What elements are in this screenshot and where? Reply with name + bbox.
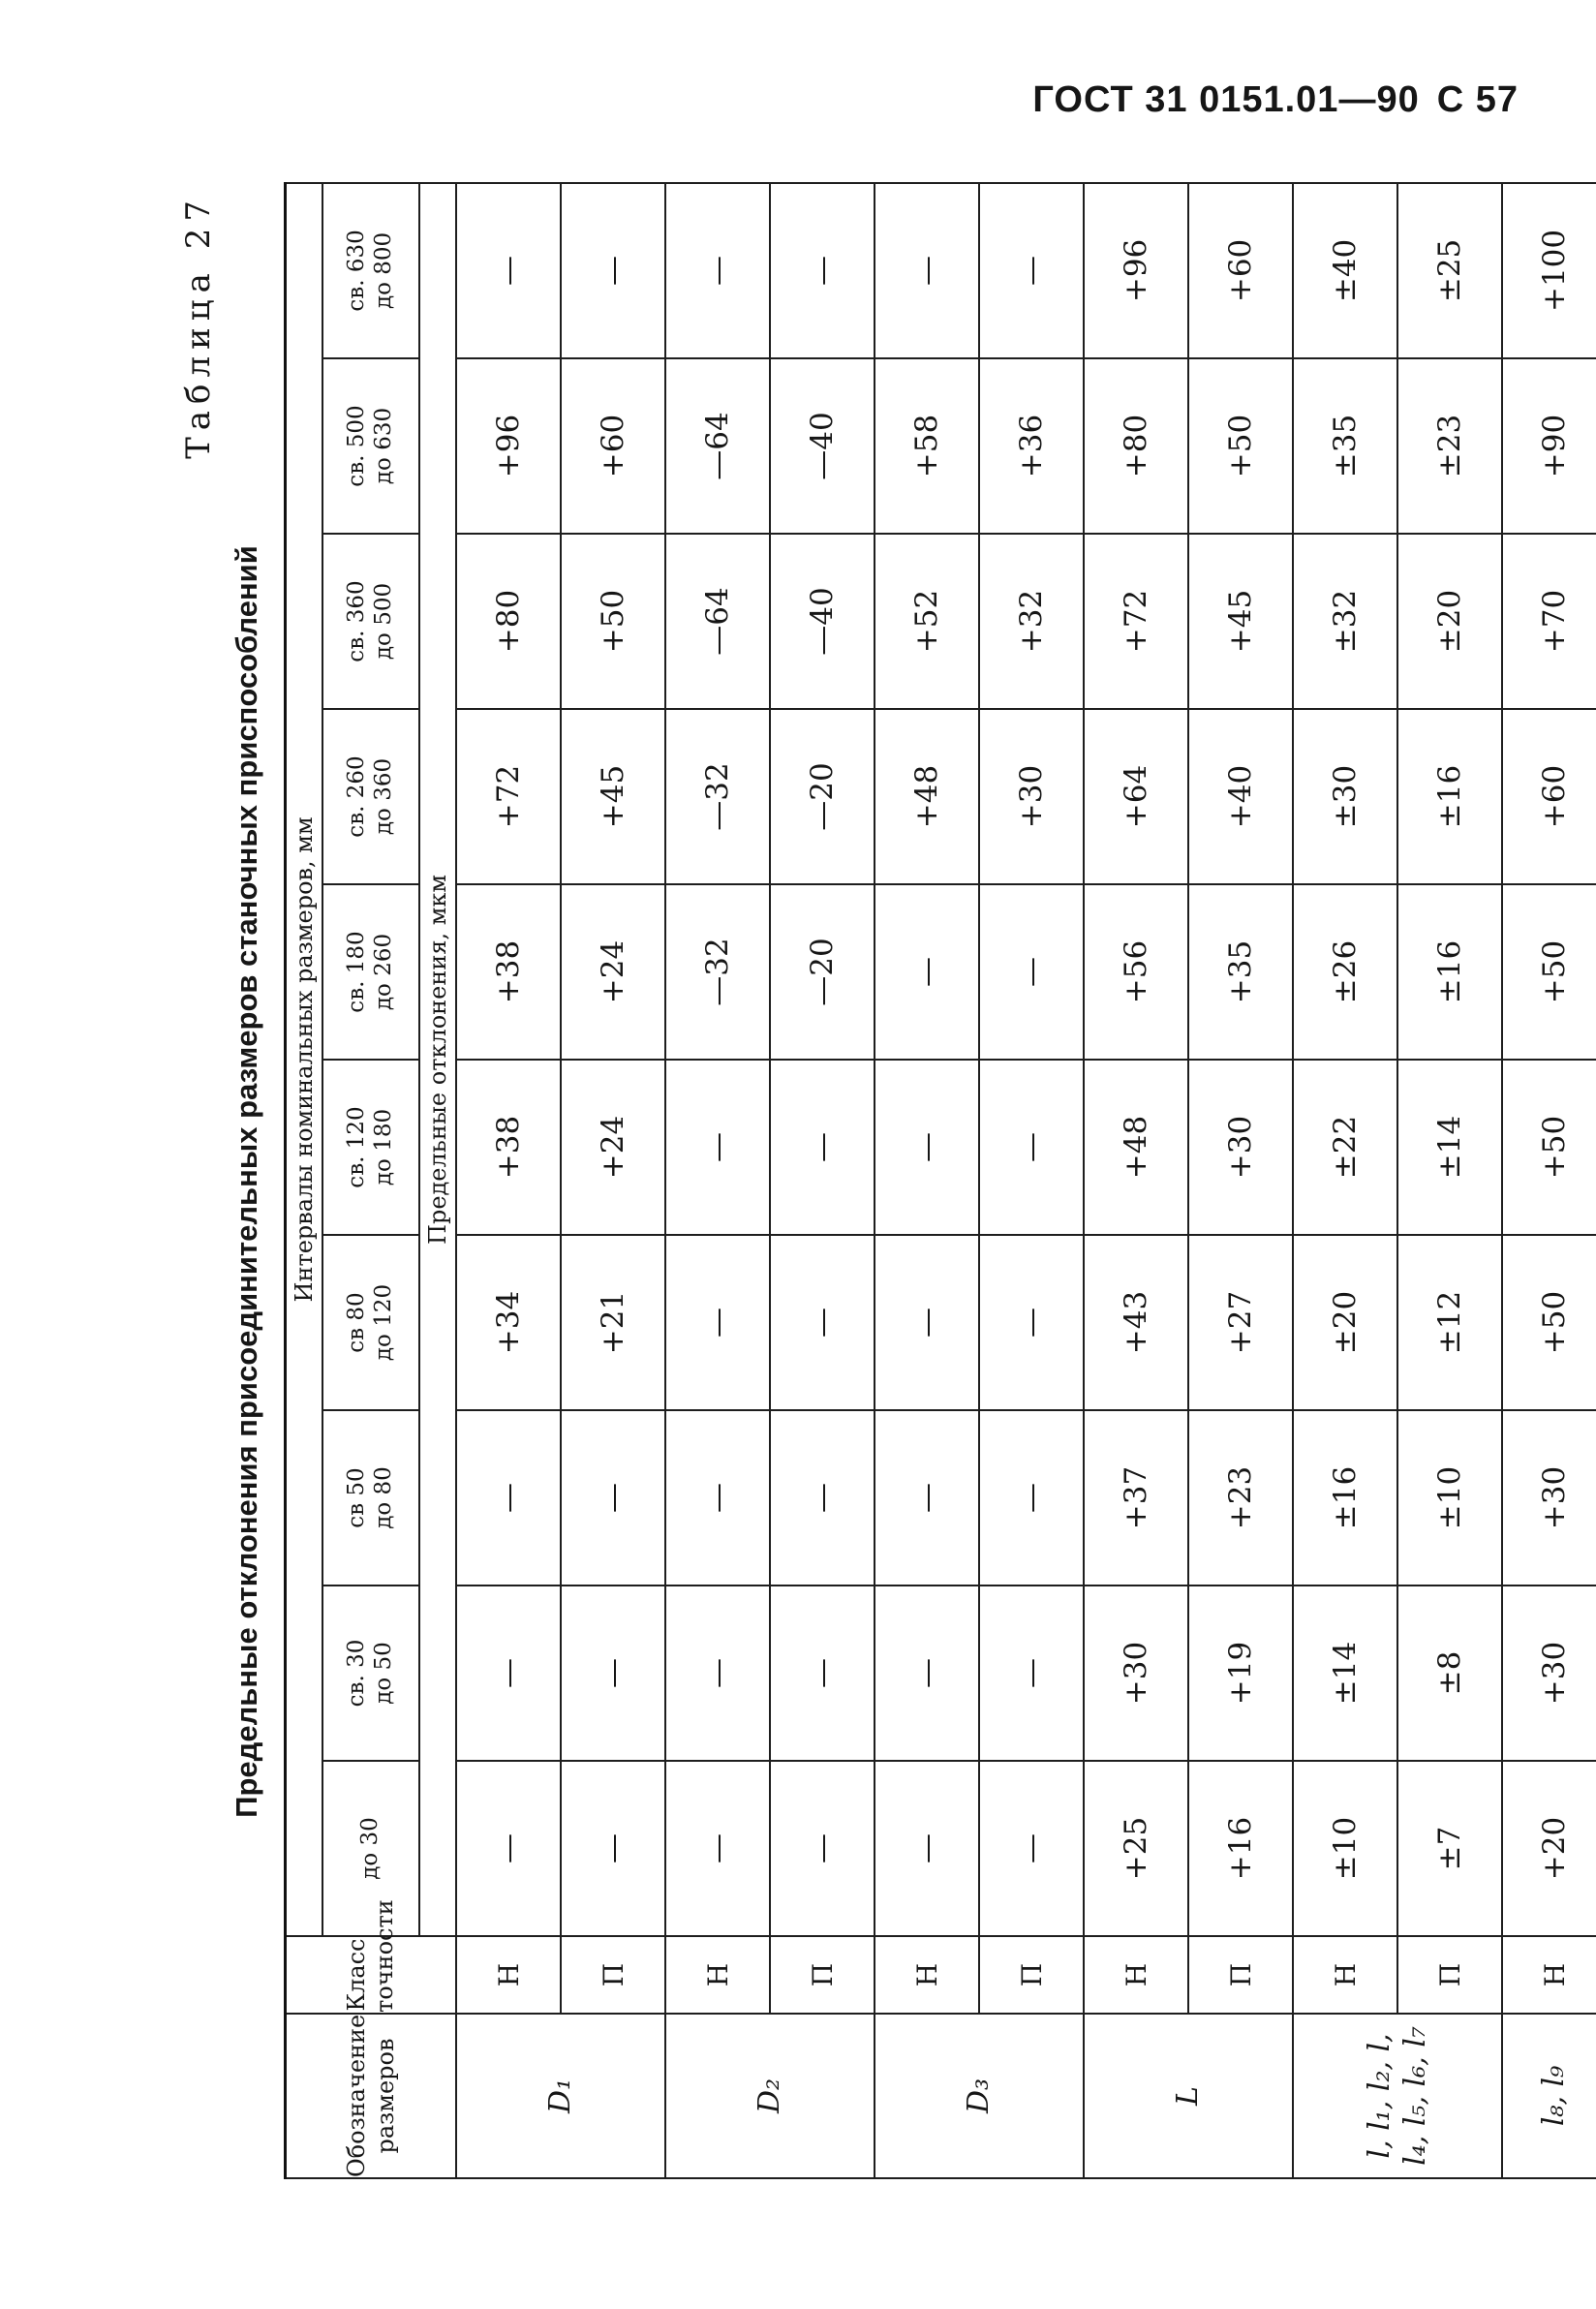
value-cell: +96: [456, 358, 561, 534]
class-cell: П: [561, 1936, 665, 2014]
value-cell: ±10: [1397, 1410, 1502, 1586]
value-cell: ±26: [1293, 884, 1397, 1060]
value-cell: ±20: [1293, 1235, 1397, 1410]
designation-cell: D₂: [665, 2014, 875, 2178]
value-cell: —32: [665, 884, 770, 1060]
value-cell: —: [561, 1410, 665, 1586]
range-header: [322, 1410, 419, 1586]
range-to: до 180: [371, 1108, 396, 1186]
value-cell: —: [979, 1586, 1084, 1761]
range-to: до 120: [371, 1283, 396, 1362]
table-row: [1502, 183, 1596, 2178]
value-cell: +16: [1188, 1761, 1293, 1936]
value-cell: —: [665, 183, 770, 358]
value-cell: ±23: [1397, 358, 1502, 534]
value-cell: —: [770, 183, 875, 358]
value-cell: +100: [1502, 183, 1596, 358]
designation-cell: L: [1084, 2014, 1293, 2178]
value-cell: —: [875, 1761, 979, 1936]
value-cell: ±7: [1397, 1761, 1502, 1936]
deviations-table: [284, 182, 1596, 2179]
header-intervals: Интервалы номинальных размеров, мм: [286, 183, 323, 1936]
class-cell: Н: [665, 1936, 770, 2014]
value-cell: +72: [1084, 534, 1188, 709]
value-cell: ±14: [1293, 1586, 1397, 1761]
value-cell: +50: [1502, 1235, 1596, 1410]
value-cell: ±16: [1397, 884, 1502, 1060]
value-cell: +40: [1188, 709, 1293, 884]
designation-cell: l, l₁, l₂, l, l₄, l₅, l₆, l₇: [1293, 2014, 1502, 2178]
range-header: [322, 1060, 419, 1235]
range-header: [322, 358, 419, 534]
class-cell: П: [979, 1936, 1084, 2014]
value-cell: +60: [1188, 183, 1293, 358]
value-cell: —: [456, 1410, 561, 1586]
value-cell: +50: [561, 534, 665, 709]
value-cell: +60: [561, 358, 665, 534]
value-cell: —: [456, 183, 561, 358]
value-cell: —: [979, 1761, 1084, 1936]
value-cell: +35: [1188, 884, 1293, 1060]
range-from: св. 30: [344, 1639, 370, 1708]
value-cell: ±14: [1397, 1060, 1502, 1235]
range-header: [322, 1235, 419, 1410]
table-row: [1084, 183, 1188, 2178]
value-cell: —20: [770, 884, 875, 1060]
value-cell: +27: [1188, 1235, 1293, 1410]
class-cell: Н: [456, 1936, 561, 2014]
value-cell: +52: [875, 534, 979, 709]
range-from: св. 360: [344, 580, 370, 662]
value-cell: +32: [979, 534, 1084, 709]
value-cell: +48: [875, 709, 979, 884]
header-page-number: С 57: [1436, 79, 1519, 120]
class-cell: Н: [875, 1936, 979, 2014]
value-cell: —: [875, 1410, 979, 1586]
value-cell: —: [875, 183, 979, 358]
table-row: [1188, 183, 1293, 2178]
value-cell: +19: [1188, 1586, 1293, 1761]
table-row: [1397, 183, 1502, 2178]
value-cell: +50: [1188, 358, 1293, 534]
class-cell: Н: [1502, 1936, 1596, 2014]
value-cell: —32: [665, 709, 770, 884]
range-from: св. 260: [344, 755, 370, 838]
value-cell: +50: [1502, 884, 1596, 1060]
value-cell: —: [979, 884, 1084, 1060]
rotated-table-block: [179, 184, 1572, 2179]
value-cell: +23: [1188, 1410, 1293, 1586]
designation-cell: l₈, l₉: [1502, 2014, 1596, 2178]
value-cell: +58: [875, 358, 979, 534]
value-cell: ±12: [1397, 1235, 1502, 1410]
range-to: до 630: [371, 407, 396, 485]
value-cell: +96: [1084, 183, 1188, 358]
value-cell: —: [770, 1410, 875, 1586]
value-cell: ±22: [1293, 1060, 1397, 1235]
header-class: Класс точности: [286, 1936, 457, 2014]
value-cell: +24: [561, 1060, 665, 1235]
value-cell: —64: [665, 358, 770, 534]
value-cell: +90: [1502, 358, 1596, 534]
value-cell: —: [875, 884, 979, 1060]
table-row: [875, 183, 979, 2178]
value-cell: —: [770, 1235, 875, 1410]
value-cell: ±10: [1293, 1761, 1397, 1936]
value-cell: +34: [456, 1235, 561, 1410]
page-header: [1032, 79, 1519, 121]
value-cell: +25: [1084, 1761, 1188, 1936]
table-title: Предельные отклонения присоединительных размеров станочных приспособлений: [230, 545, 263, 1818]
value-cell: —: [875, 1235, 979, 1410]
table-row: [456, 183, 561, 2178]
value-cell: —40: [770, 358, 875, 534]
value-cell: +30: [1502, 1586, 1596, 1761]
value-cell: +60: [1502, 709, 1596, 884]
range-to: до 500: [371, 582, 396, 661]
value-cell: +30: [1502, 1410, 1596, 1586]
range-header: [322, 534, 419, 709]
value-cell: —: [770, 1060, 875, 1235]
class-cell: П: [770, 1936, 875, 2014]
header-gost: ГОСТ 31 0151.01—90: [1032, 79, 1420, 120]
value-cell: +21: [561, 1235, 665, 1410]
value-cell: +64: [1084, 709, 1188, 884]
value-cell: +38: [456, 1060, 561, 1235]
table-row: [665, 183, 770, 2178]
designation-cell: D₃: [875, 2014, 1084, 2178]
class-cell: Н: [1084, 1936, 1188, 2014]
value-cell: ±32: [1293, 534, 1397, 709]
value-cell: +80: [1084, 358, 1188, 534]
value-cell: —: [979, 1235, 1084, 1410]
range-from: св. 500: [344, 405, 370, 487]
value-cell: —: [456, 1586, 561, 1761]
value-cell: +24: [561, 884, 665, 1060]
class-cell: Н: [1293, 1936, 1397, 2014]
value-cell: —: [665, 1761, 770, 1936]
value-cell: —20: [770, 709, 875, 884]
range-from: св. 630: [344, 230, 370, 312]
value-cell: ±16: [1397, 709, 1502, 884]
value-cell: —: [665, 1586, 770, 1761]
table-row: [770, 183, 875, 2178]
value-cell: ±40: [1293, 183, 1397, 358]
header-deviations: Предельные отклонения, мкм: [419, 183, 456, 1936]
range-header: [322, 1586, 419, 1761]
range-header: [322, 884, 419, 1060]
value-cell: —: [875, 1586, 979, 1761]
range-from: до 30: [357, 1817, 384, 1880]
range-from: св. 180: [344, 931, 370, 1013]
range-header: [322, 183, 419, 358]
value-cell: —40: [770, 534, 875, 709]
value-cell: +37: [1084, 1410, 1188, 1586]
value-cell: +43: [1084, 1235, 1188, 1410]
range-from: св 80: [344, 1292, 370, 1353]
value-cell: +56: [1084, 884, 1188, 1060]
value-cell: ±35: [1293, 358, 1397, 534]
designation-cell: D₁: [456, 2014, 665, 2178]
value-cell: —: [979, 183, 1084, 358]
table-row: [561, 183, 665, 2178]
value-cell: +30: [1084, 1586, 1188, 1761]
range-to: до 260: [371, 933, 396, 1011]
value-cell: —: [979, 1060, 1084, 1235]
value-cell: ±25: [1397, 183, 1502, 358]
value-cell: +30: [979, 709, 1084, 884]
value-cell: —: [979, 1410, 1084, 1586]
value-cell: ±20: [1397, 534, 1502, 709]
class-cell: П: [1397, 1936, 1502, 2014]
header-designation: Обозначение размеров: [286, 2014, 457, 2178]
value-cell: +50: [1502, 1060, 1596, 1235]
value-cell: +36: [979, 358, 1084, 534]
value-cell: —: [665, 1060, 770, 1235]
value-cell: +45: [561, 709, 665, 884]
value-cell: —: [561, 1586, 665, 1761]
value-cell: +30: [1188, 1060, 1293, 1235]
range-to: до 800: [371, 231, 396, 310]
range-to: до 50: [371, 1642, 396, 1705]
table-row: [1293, 183, 1397, 2178]
value-cell: +20: [1502, 1761, 1596, 1936]
value-cell: +70: [1502, 534, 1596, 709]
value-cell: ±16: [1293, 1410, 1397, 1586]
value-cell: —: [561, 183, 665, 358]
value-cell: ±30: [1293, 709, 1397, 884]
range-from: св. 120: [344, 1106, 370, 1188]
value-cell: —: [665, 1235, 770, 1410]
value-cell: —: [875, 1060, 979, 1235]
value-cell: —64: [665, 534, 770, 709]
value-cell: —: [456, 1761, 561, 1936]
range-to: до 360: [371, 757, 396, 836]
value-cell: —: [665, 1410, 770, 1586]
class-cell: П: [1188, 1936, 1293, 2014]
value-cell: +38: [456, 884, 561, 1060]
table-row: [979, 183, 1084, 2178]
value-cell: —: [770, 1761, 875, 1936]
table-label: Таблица 27: [179, 194, 218, 459]
value-cell: —: [561, 1761, 665, 1936]
value-cell: +80: [456, 534, 561, 709]
value-cell: ±8: [1397, 1586, 1502, 1761]
range-header: [322, 709, 419, 884]
value-cell: +45: [1188, 534, 1293, 709]
range-from: св 50: [344, 1467, 370, 1528]
value-cell: +72: [456, 709, 561, 884]
range-to: до 80: [371, 1466, 396, 1529]
value-cell: +48: [1084, 1060, 1188, 1235]
value-cell: —: [770, 1586, 875, 1761]
